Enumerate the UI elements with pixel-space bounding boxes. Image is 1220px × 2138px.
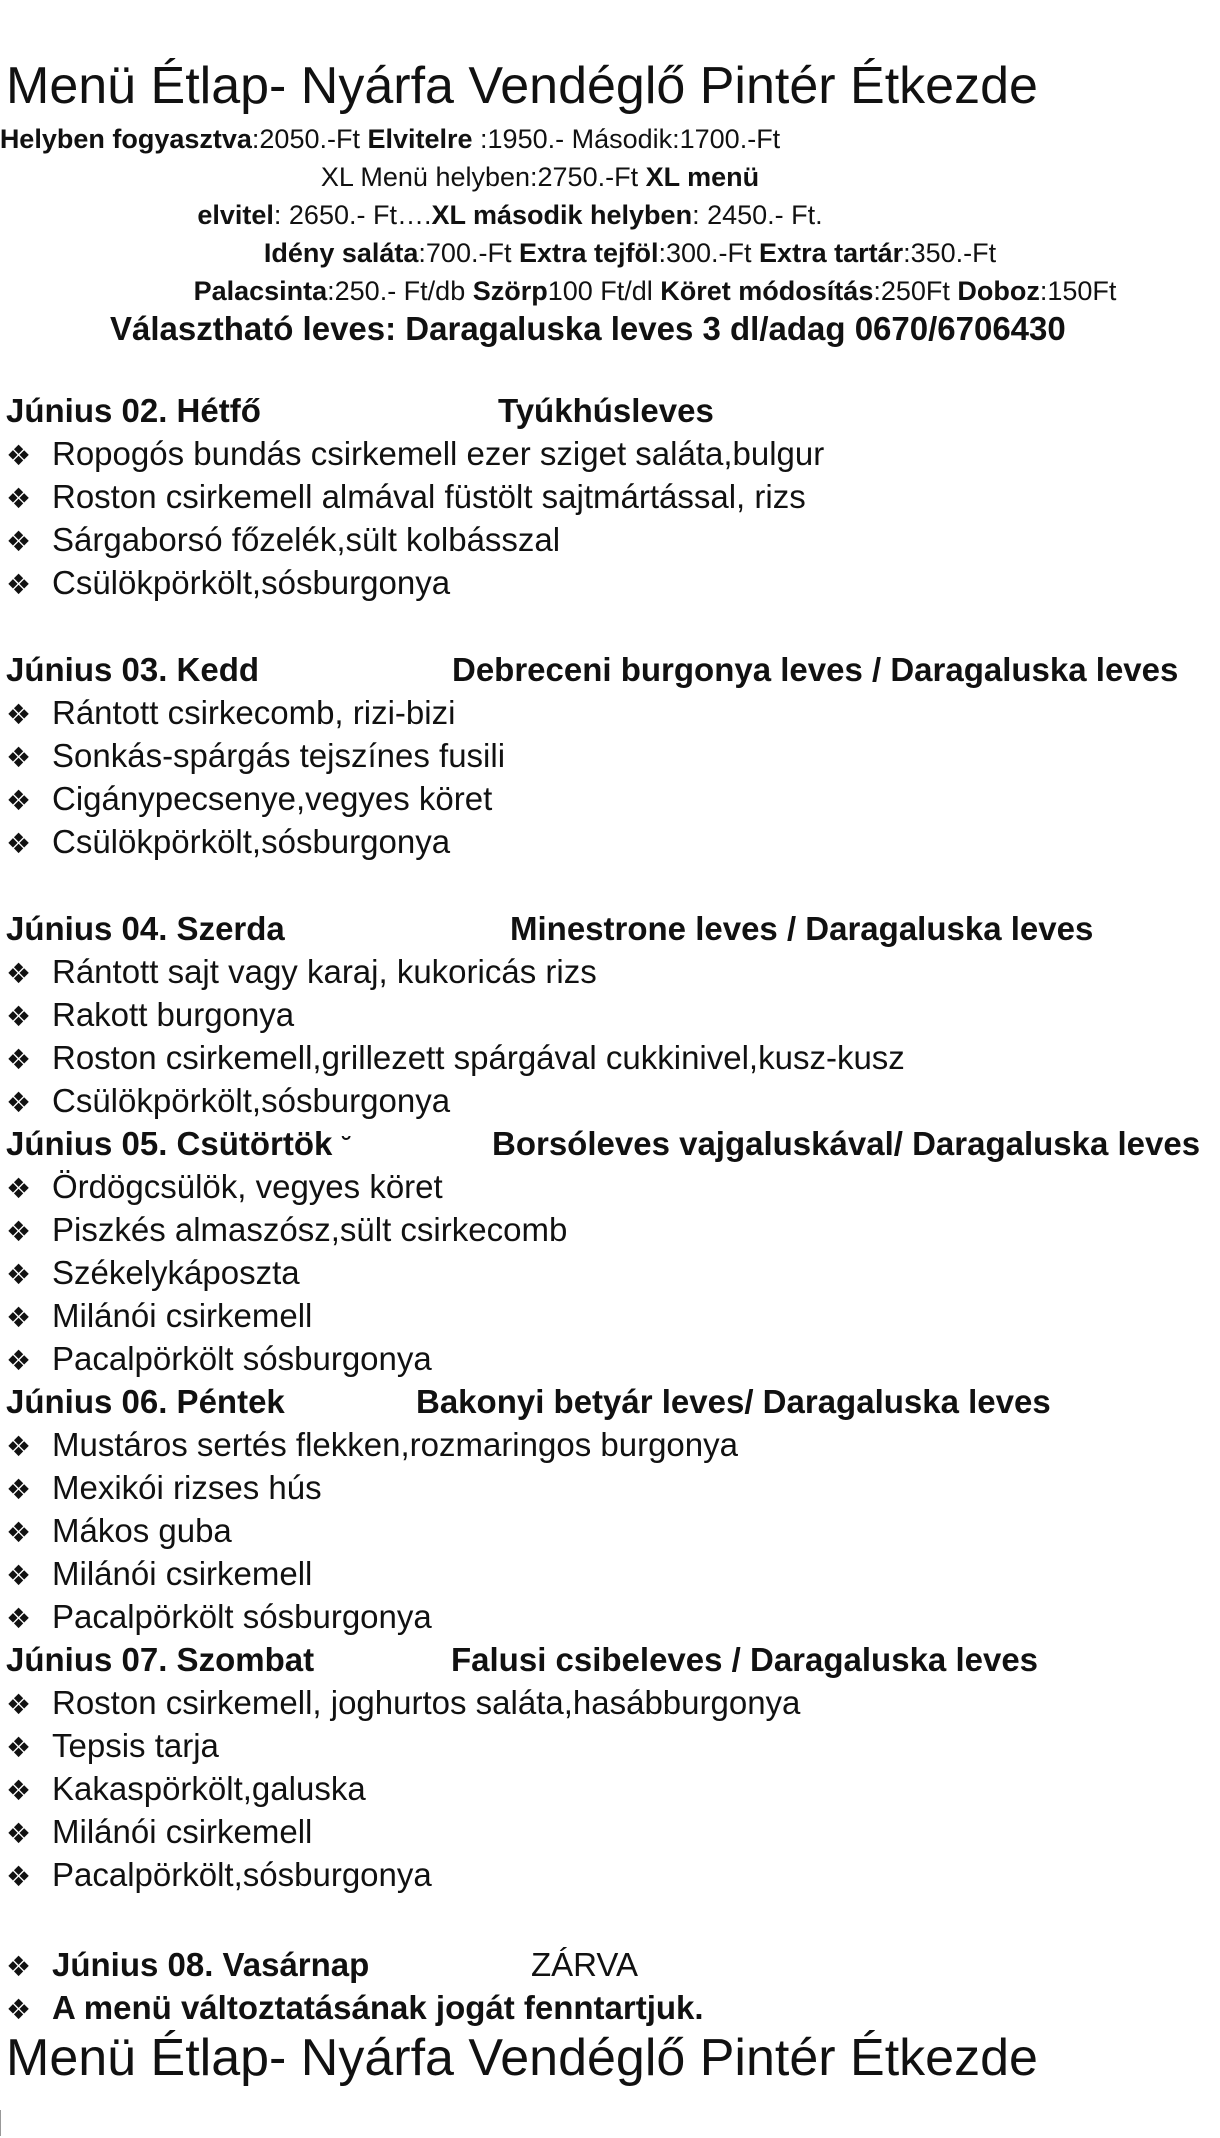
- dish-item: [6, 1295, 312, 1337]
- bullet-icon: ❖: [6, 1994, 32, 2025]
- bullet-icon: ❖: [6, 1603, 32, 1634]
- dish-item: [6, 1037, 905, 1079]
- dish-name: Rakott burgonya: [52, 996, 295, 1033]
- menu-notice: [6, 1987, 704, 2031]
- day-label: Június 07. Szombat: [6, 1641, 315, 1678]
- day-header: [6, 908, 1094, 950]
- page-edge-mark: [0, 2110, 5, 2136]
- day-soup: Minestrone leves / Daragaluska leves: [510, 910, 1094, 947]
- bullet-icon: ❖: [6, 742, 32, 773]
- day-header: [6, 1639, 1039, 1681]
- bullet-icon: ❖: [6, 1517, 32, 1548]
- dish-item: [6, 1467, 322, 1509]
- bullet-icon: ❖: [6, 1216, 32, 1247]
- dish-name: Sárgaborsó főzelék,sült kolbásszal: [52, 521, 561, 558]
- dish-item: [6, 1725, 219, 1767]
- dish-name: Székelykáposzta: [52, 1254, 300, 1291]
- day-header: [6, 1123, 1201, 1165]
- dish-name: Roston csirkemell,grillezett spárgával cukkinivel,kusz-kusz: [52, 1039, 905, 1076]
- bullet-icon: ❖: [6, 1173, 32, 1204]
- day-soup: Bakonyi betyár leves/ Daragaluska leves: [416, 1383, 1051, 1420]
- bullet-icon: ❖: [6, 1259, 32, 1290]
- dish-item: [6, 1553, 312, 1595]
- dish-name: Pacalpörkölt,sósburgonya: [52, 1856, 432, 1893]
- bullet-icon: ❖: [6, 1474, 32, 1505]
- dish-name: Mexikói rizses hús: [52, 1469, 322, 1506]
- dish-name: Milánói csirkemell: [52, 1297, 313, 1334]
- day-label: Június 06. Péntek: [6, 1383, 285, 1420]
- day-header: [6, 1381, 1051, 1423]
- price-line-4: Idény saláta:700.-Ft Extra tejföl:300.-Ft Extra tartár:350.-Ft: [263, 238, 997, 268]
- dish-name: Pacalpörkölt sósburgonya: [52, 1598, 432, 1635]
- dish-item: [6, 778, 492, 820]
- dish-item: [6, 1682, 800, 1724]
- dish-item: [6, 1768, 366, 1810]
- dish-name: Rántott sajt vagy karaj, kukoricás rizs: [52, 953, 597, 990]
- dish-name: Pacalpörkölt sósburgonya: [52, 1340, 432, 1377]
- dish-item: [6, 1510, 232, 1552]
- dish-item: [6, 562, 450, 604]
- price-line-5: Palacsinta:250.- Ft/db Szörp100 Ft/dl Köret módosítás:250Ft Doboz:150Ft: [193, 276, 1117, 306]
- day-header: [6, 649, 1179, 691]
- page-title-footer: Menü Étlap- Nyárfa Vendéglő Pintér Étkezde: [6, 2029, 1038, 2087]
- day-mark: ˘: [342, 1131, 352, 1161]
- dish-name: Roston csirkemell almával füstölt sajtmártással, rizs: [52, 478, 806, 515]
- day-soup: Debreceni burgonya leves / Daragaluska leves: [452, 651, 1179, 688]
- bullet-icon: ❖: [6, 526, 32, 557]
- dish-name: Csülökpörkölt,sósburgonya: [52, 823, 451, 860]
- dish-item: [6, 1338, 432, 1380]
- bullet-icon: ❖: [6, 828, 32, 859]
- dish-name: Roston csirkemell, joghurtos saláta,hasábburgonya: [52, 1684, 801, 1721]
- bullet-icon: ❖: [6, 1044, 32, 1075]
- day-soup: Borsóleves vajgaluskával/ Daragaluska leves: [492, 1125, 1201, 1162]
- day-soup: Tyúkhúsleves: [498, 392, 714, 429]
- closed-status: ZÁRVA: [531, 1946, 638, 1983]
- dish-name: Ropogós bundás csirkemell ezer sziget saláta,bulgur: [52, 435, 825, 472]
- dish-name: Mákos guba: [52, 1512, 232, 1549]
- dish-item: [6, 476, 806, 518]
- dish-item: [6, 994, 294, 1036]
- price-line-1: Helyben fogyasztva:2050.-Ft Elvitelre :1950.- Második:1700.-Ft: [0, 124, 781, 154]
- dish-item: [6, 1080, 450, 1122]
- dish-name: Csülökpörkölt,sósburgonya: [52, 564, 451, 601]
- dish-name: Mustáros sertés flekken,rozmaringos burgonya: [52, 1426, 738, 1463]
- dish-name: Milánói csirkemell: [52, 1813, 313, 1850]
- dish-name: Kakaspörkölt,galuska: [52, 1770, 366, 1807]
- price-line-3: elvitel: 2650.- Ft….XL második helyben: 2450.- Ft.: [197, 200, 823, 230]
- dish-item: [6, 951, 597, 993]
- dish-item: [6, 1209, 567, 1251]
- price-line-2: XL Menü helyben:2750.-Ft XL menü: [320, 162, 760, 192]
- bullet-icon: ❖: [6, 1861, 32, 1892]
- bullet-icon: ❖: [6, 1560, 32, 1591]
- dish-item: [6, 735, 505, 777]
- bullet-icon: ❖: [6, 1818, 32, 1849]
- day-soup: Falusi csibeleves / Daragaluska leves: [451, 1641, 1039, 1678]
- dish-item: [6, 1166, 443, 1208]
- dish-item: [6, 1596, 432, 1638]
- day-label: Június 04. Szerda: [6, 910, 285, 947]
- dish-name: Piszkés almaszósz,sült csirkecomb: [52, 1211, 568, 1248]
- day-label: Június 02. Hétfő: [6, 392, 261, 429]
- dish-item: [6, 519, 560, 561]
- dish-name: Tepsis tarja: [52, 1727, 219, 1764]
- dish-item: [6, 1854, 432, 1896]
- day-header: [6, 390, 714, 432]
- bullet-icon: ❖: [6, 699, 32, 730]
- bullet-icon: ❖: [6, 1345, 32, 1376]
- bullet-icon: ❖: [6, 1302, 32, 1333]
- bullet-icon: ❖: [6, 1001, 32, 1032]
- bullet-icon: ❖: [6, 958, 32, 989]
- dish-name: Sonkás-spárgás tejszínes fusili: [52, 737, 506, 774]
- bullet-icon: ❖: [6, 1431, 32, 1462]
- bullet-icon: ❖: [6, 1732, 32, 1763]
- bullet-icon: ❖: [6, 1775, 32, 1806]
- dish-item: [6, 821, 450, 863]
- soup-choice-line: Választható leves: Daragaluska leves 3 dl/adag 0670/6706430: [110, 310, 1066, 347]
- closed-day: [6, 1944, 638, 1988]
- day-label: Június 05. Csütörtök: [6, 1125, 333, 1162]
- dish-name: Milánói csirkemell: [52, 1555, 313, 1592]
- notice-text: A menü változtatásának jogát fenntartjuk.: [52, 1989, 704, 2026]
- bullet-icon: ❖: [6, 1689, 32, 1720]
- dish-item: [6, 433, 824, 475]
- dish-name: Rántott csirkecomb, rizi-bizi: [52, 694, 456, 731]
- dish-item: [6, 1811, 312, 1853]
- day-label: Június 03. Kedd: [6, 651, 260, 688]
- bullet-icon: ❖: [6, 785, 32, 816]
- bullet-icon: ❖: [6, 440, 32, 471]
- dish-name: Cigánypecsenye,vegyes köret: [52, 780, 493, 817]
- dish-item: [6, 1252, 300, 1294]
- bullet-icon: ❖: [6, 483, 32, 514]
- closed-day-label: Június 08. Vasárnap: [52, 1946, 370, 1983]
- bullet-icon: ❖: [6, 569, 32, 600]
- dish-item: [6, 692, 455, 734]
- bullet-icon: ❖: [6, 1087, 32, 1118]
- dish-name: Csülökpörkölt,sósburgonya: [52, 1082, 451, 1119]
- dish-name: Ördögcsülök, vegyes köret: [52, 1168, 443, 1205]
- page-title: Menü Étlap- Nyárfa Vendéglő Pintér Étkezde: [6, 57, 1038, 115]
- dish-item: [6, 1424, 738, 1466]
- bullet-icon: ❖: [6, 1951, 32, 1982]
